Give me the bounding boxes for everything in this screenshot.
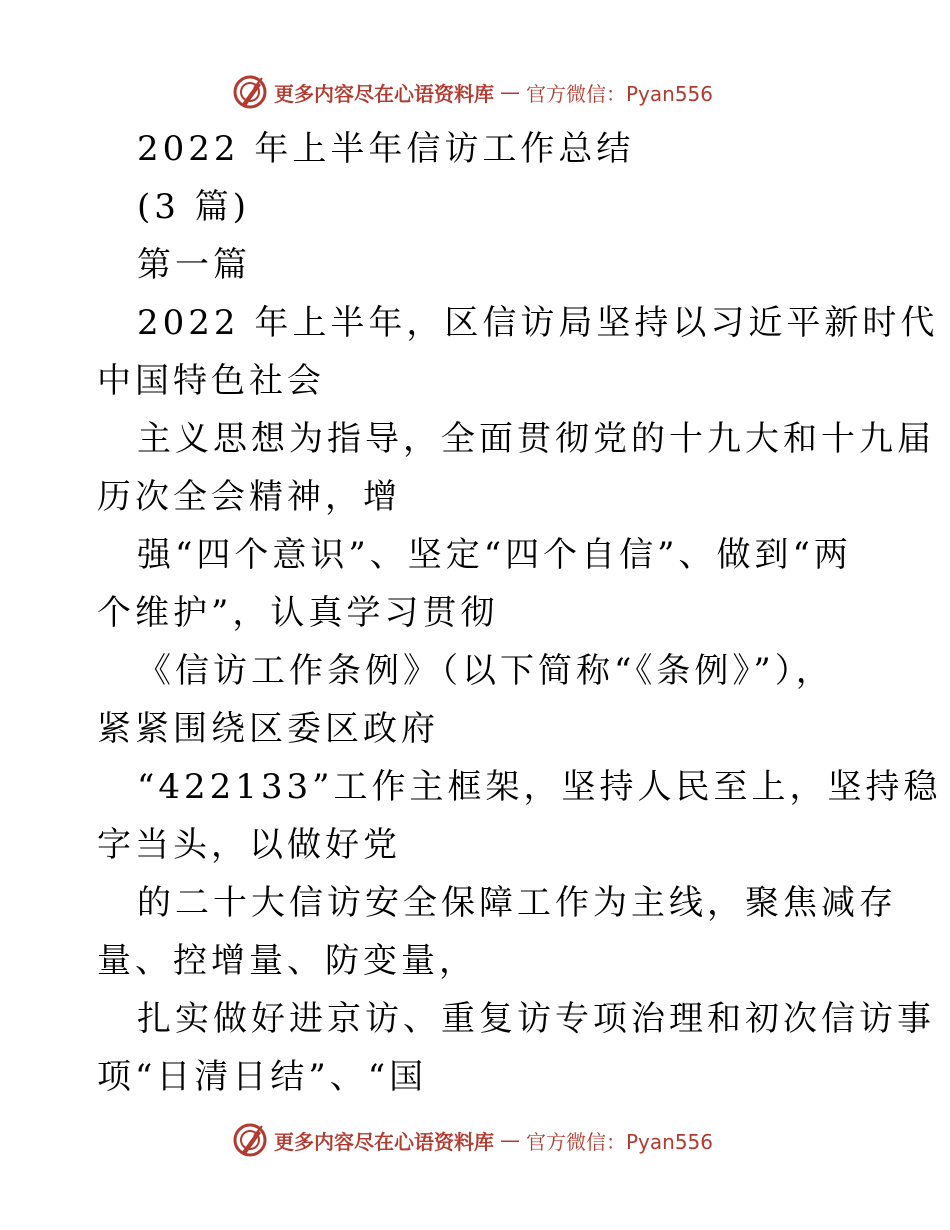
paragraph-line: 个维护”，认真学习贯彻	[97, 593, 499, 633]
paragraph-line: 字当头，以做好党	[97, 825, 401, 865]
paragraph-line: 2022 年上半年，区信访局坚持以习近平新时代	[137, 303, 939, 343]
paragraph-line: 《信访工作条例》（以下简称“《条例》”），	[137, 651, 834, 691]
paragraph-line: 主义思想为指导，全面贯彻党的十九大和十九届	[137, 419, 935, 459]
document-subtitle: (3 篇)	[137, 187, 250, 227]
paragraph-line: 紧紧围绕区委区政府	[97, 709, 439, 749]
watermark-site-text: 更多内容尽在心语资料库	[274, 1129, 494, 1154]
document-title: 2022 年上半年信访工作总结	[137, 129, 635, 169]
watermark-footer	[232, 1120, 713, 1160]
quill-circle-logo-icon	[232, 1122, 268, 1158]
watermark-site-text: 更多内容尽在心语资料库	[274, 81, 494, 106]
paragraph-line: 强“四个意识”、坚定“四个自信”、做到“两	[137, 535, 852, 575]
watermark-header	[232, 72, 713, 112]
paragraph-line: 历次全会精神，增	[97, 477, 401, 517]
paragraph-line: 扎实做好进京访、重复访专项治理和初次信访事	[137, 999, 935, 1039]
paragraph-line: 量、控增量、防变量，	[97, 941, 477, 981]
watermark-separator: —	[500, 80, 520, 104]
watermark-contact-text: 官方微信：Pyan556	[526, 1129, 714, 1154]
watermark-contact-text: 官方微信：Pyan556	[526, 81, 714, 106]
quill-circle-logo-icon	[232, 74, 268, 110]
section-heading: 第一篇	[137, 245, 251, 285]
paragraph-line: “422133”工作主框架，坚持人民至上，坚持稳	[137, 767, 942, 807]
paragraph-line: 项“日清日结”、“国	[97, 1057, 428, 1097]
paragraph-line: 的二十大信访安全保障工作为主线，聚焦减存	[137, 883, 897, 923]
paragraph-line: 中国特色社会	[97, 361, 325, 401]
watermark-separator: —	[500, 1128, 520, 1152]
document-body	[97, 120, 942, 1106]
